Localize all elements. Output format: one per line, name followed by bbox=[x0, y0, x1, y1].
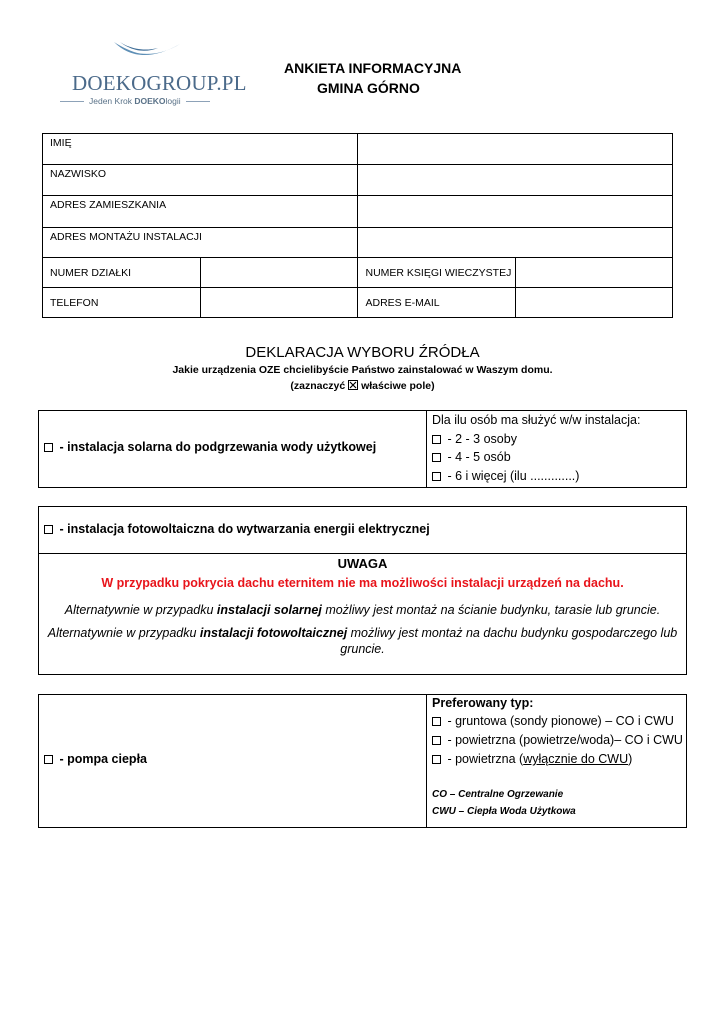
label-nazwisko: NAZWISKO bbox=[43, 165, 358, 196]
declaration-subtitle: Jakie urządzenia OZE chcielibyście Państwo zainstalować w Waszym domu. bbox=[172, 364, 553, 376]
email-field[interactable] bbox=[516, 288, 673, 318]
eternit-warning: W przypadku pokrycia dachu eternitem nie ma możliwości instalacji urządzeń na dachu. bbox=[101, 576, 624, 590]
alt-solar-note: Alternatywnie w przypadku instalacji solarnej możliwy jest montaż na ścianie budynku, tarasie lub gruncie. bbox=[64, 603, 661, 617]
heatpump-air-cwu[interactable]: - powietrzna (wyłącznie do CWU) bbox=[432, 752, 632, 766]
company-logo bbox=[60, 40, 247, 110]
logo-name: DOEKOGROUP.PL bbox=[72, 71, 247, 95]
solar-option-2-3[interactable]: - 2 - 3 osoby bbox=[432, 432, 517, 446]
uwaga-title: UWAGA bbox=[337, 556, 388, 571]
label-email: ADRES E-MAIL bbox=[358, 288, 516, 318]
nazwisko-field[interactable] bbox=[358, 165, 673, 196]
logo-tagline: Jeden Krok DOEKOlogii bbox=[60, 96, 230, 106]
alt-pv-note-line2: gruncie. bbox=[340, 642, 385, 656]
label-numer-ksiegi: NUMER KSIĘGI WIECZYSTEJ bbox=[358, 258, 516, 288]
checkbox-icon[interactable] bbox=[432, 736, 441, 745]
label-adres-montazu: ADRES MONTAŻU INSTALACJI bbox=[43, 228, 358, 258]
label-telefon: TELEFON bbox=[43, 288, 201, 318]
label-adres-zamieszkania: ADRES ZAMIESZKANIA bbox=[43, 196, 358, 228]
municipality-title: GMINA GÓRNO bbox=[317, 80, 420, 96]
checkbox-icon[interactable] bbox=[44, 525, 53, 534]
legend-co: CO – Centralne Ogrzewanie bbox=[432, 789, 564, 800]
alt-pv-note: Alternatywnie w przypadku instalacji fotowoltaicznej możliwy jest montaż na dachu budynku gospodarczego lub bbox=[47, 626, 678, 640]
heatpump-air-water[interactable]: - powietrzna (powietrze/woda)– CO i CWU bbox=[432, 733, 683, 747]
solar-option[interactable]: - instalacja solarna do podgrzewania wody użytkowej bbox=[44, 440, 376, 454]
declaration-title: DEKLARACJA WYBORU ŹRÓDŁA bbox=[245, 344, 480, 361]
label-imie: IMIĘ bbox=[43, 134, 358, 165]
heatpump-option[interactable]: - pompa ciepła bbox=[44, 752, 147, 766]
wave-logo-icon bbox=[112, 40, 182, 64]
label-numer-dzialki: NUMER DZIAŁKI bbox=[43, 258, 201, 288]
checkbox-icon[interactable] bbox=[432, 717, 441, 726]
numer-ksiegi-field[interactable] bbox=[516, 258, 673, 288]
checkbox-icon[interactable] bbox=[44, 443, 53, 452]
heatpump-ground[interactable]: - gruntowa (sondy pionowe) – CO i CWU bbox=[432, 714, 674, 728]
checkbox-icon[interactable] bbox=[44, 755, 53, 764]
telefon-field[interactable] bbox=[200, 288, 358, 318]
solar-question: Dla ilu osób ma służyć w/w instalacja: bbox=[432, 413, 641, 427]
checkbox-icon[interactable] bbox=[432, 755, 441, 764]
numer-dzialki-field[interactable] bbox=[200, 258, 358, 288]
declaration-hint: (zaznaczyć właściwe pole) bbox=[290, 380, 435, 392]
checkbox-icon[interactable] bbox=[432, 435, 441, 444]
legend-cwu: CWU – Ciepła Woda Użytkowa bbox=[432, 806, 576, 817]
checkbox-icon[interactable] bbox=[432, 453, 441, 462]
pv-option[interactable]: - instalacja fotowoltaiczna do wytwarzania energii elektrycznej bbox=[44, 522, 430, 536]
solar-option-4-5[interactable]: - 4 - 5 osób bbox=[432, 450, 511, 464]
checked-box-icon bbox=[348, 380, 358, 390]
preferred-type-title: Preferowany typ: bbox=[432, 696, 534, 710]
imie-field[interactable] bbox=[358, 134, 673, 165]
personal-data-table bbox=[42, 133, 673, 318]
adres-zamieszkania-field[interactable] bbox=[358, 196, 673, 228]
form-title: ANKIETA INFORMACYJNA bbox=[284, 60, 462, 76]
solar-option-6plus[interactable]: - 6 i więcej (ilu .............) bbox=[432, 469, 579, 483]
adres-montazu-field[interactable] bbox=[358, 228, 673, 258]
checkbox-icon[interactable] bbox=[432, 472, 441, 481]
